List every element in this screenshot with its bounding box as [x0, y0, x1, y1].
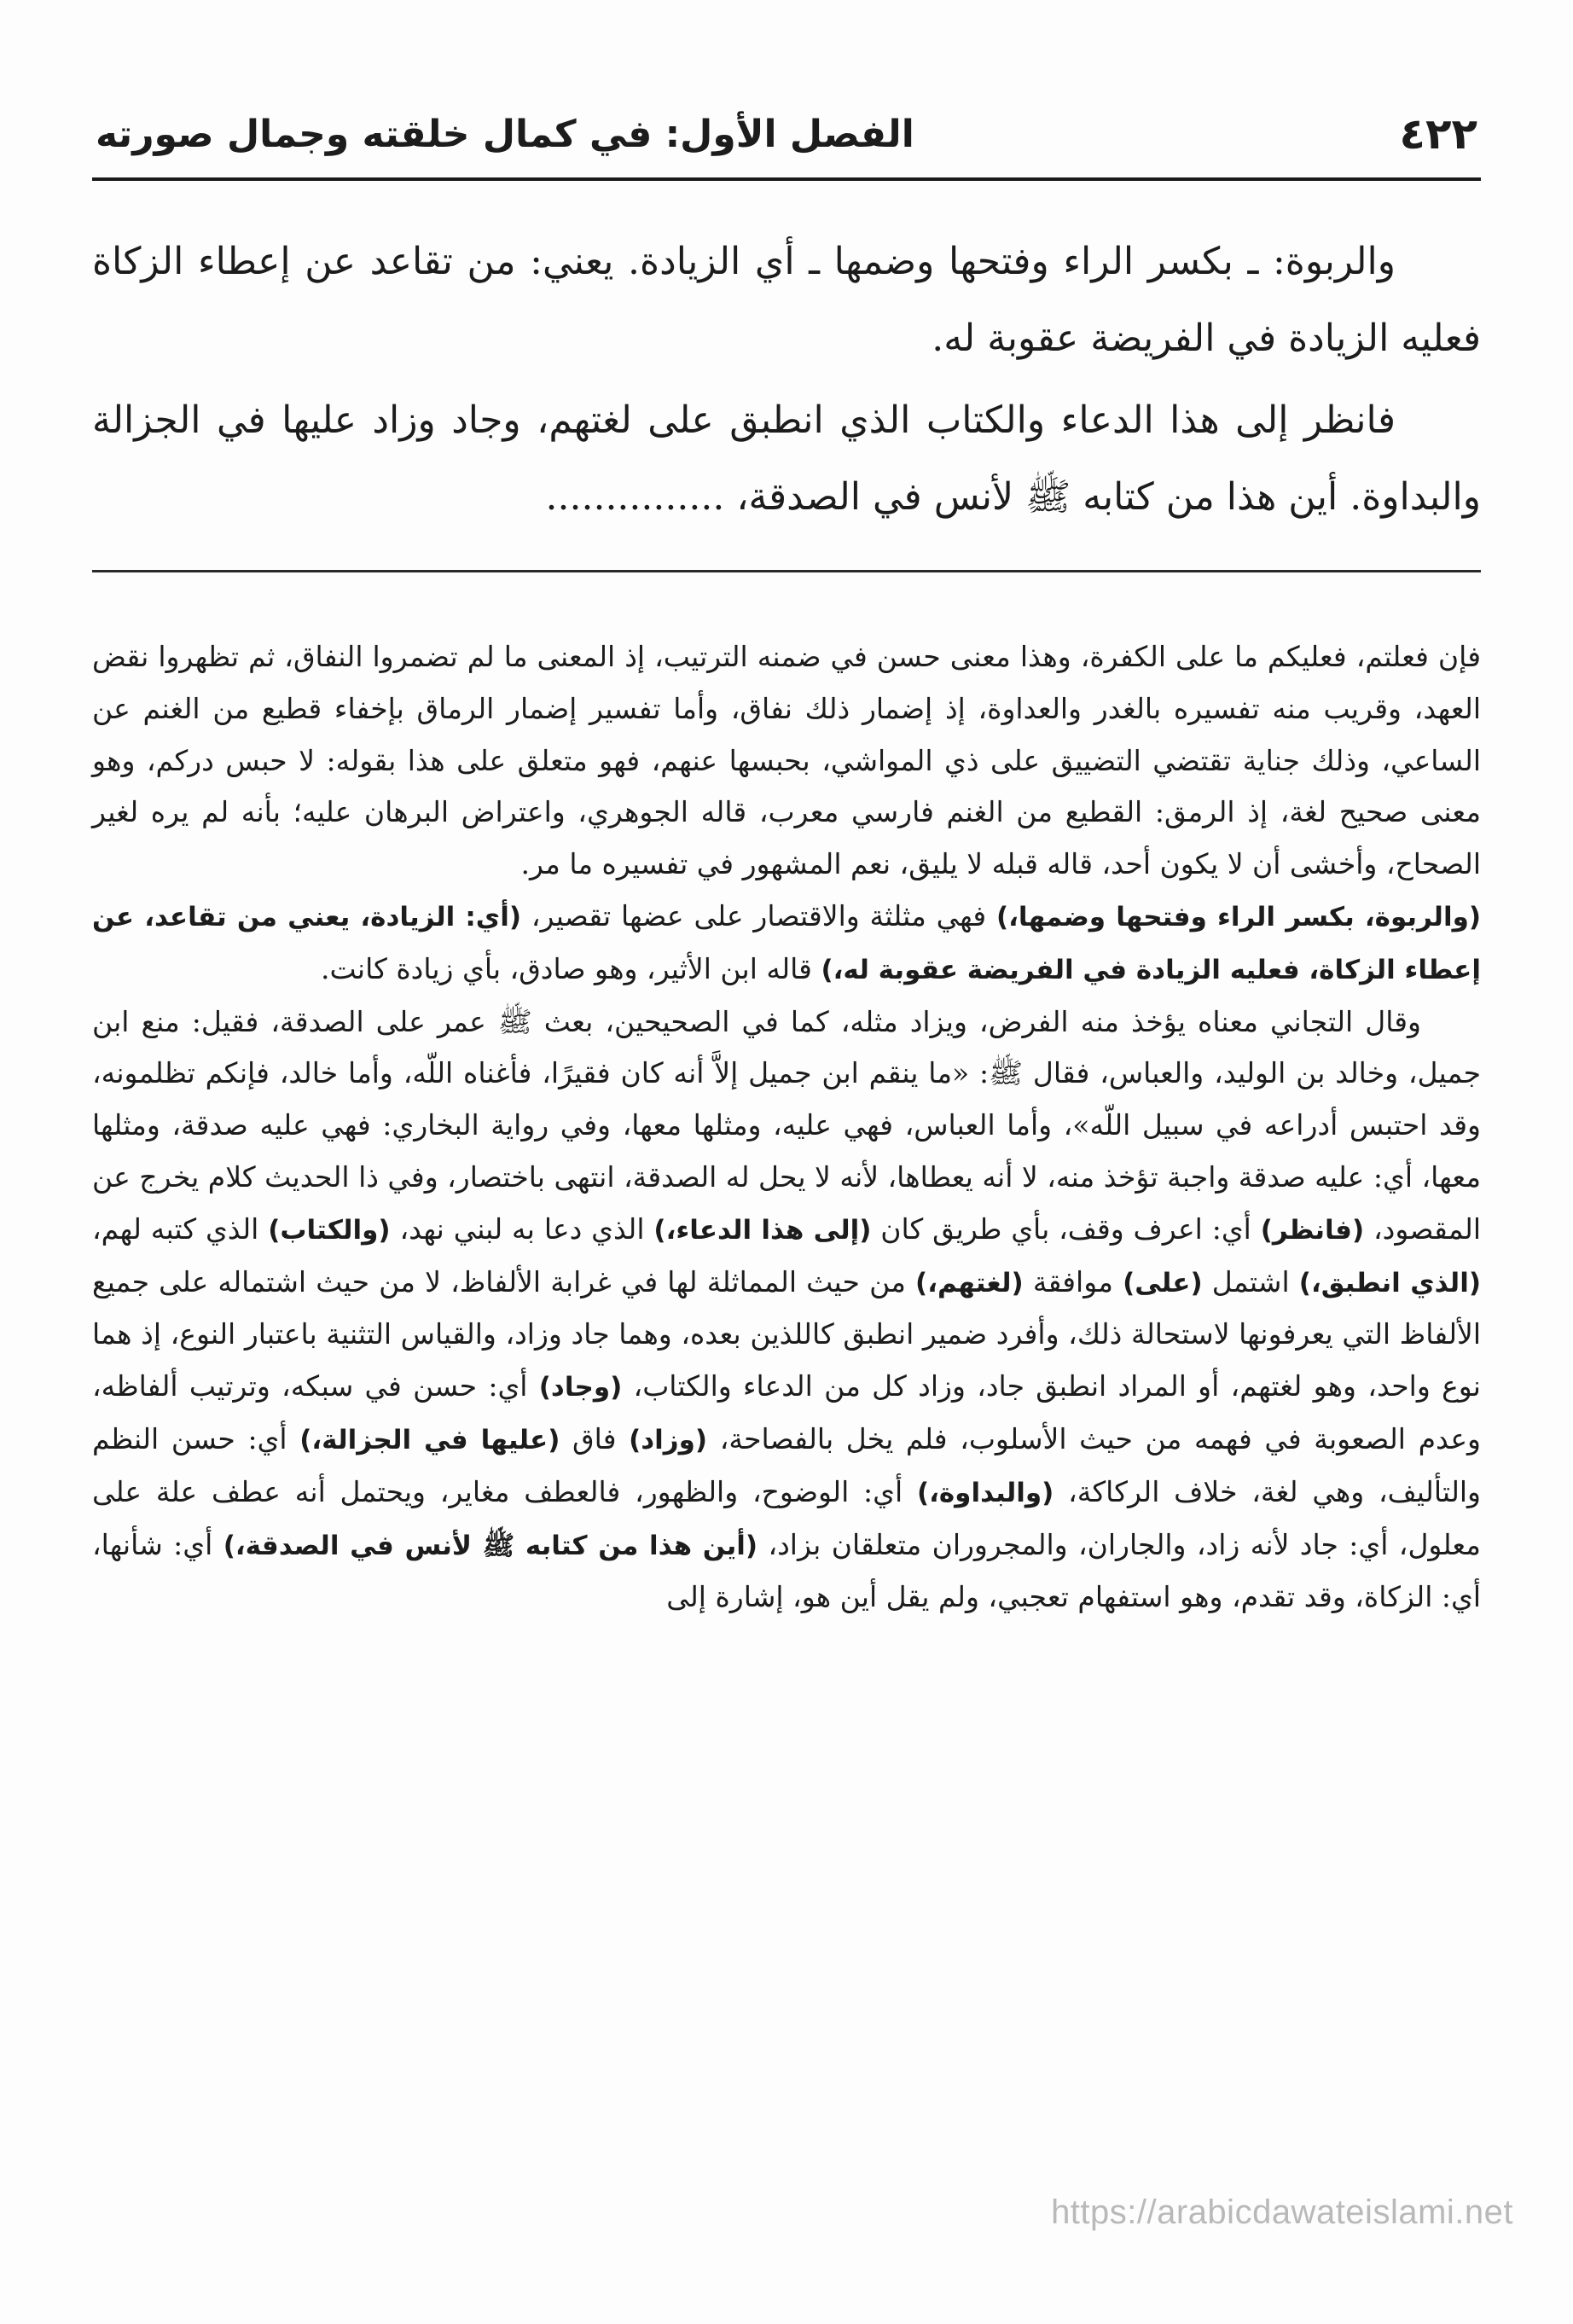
header-divider [92, 177, 1481, 181]
commentary-divider [92, 570, 1481, 572]
commentary-run: من حيث المماثلة لها في غرابة الألفاظ، لا من حيث اشتماله على جميع الألفاظ التي يعرفونها لاستحالة ذلك، وأفرد ضمير انطبق كاللذين بعده، وهما جاد وزاد، والقياس التثنية باعتبار النوع، إذ هما نوع واحد، وهو لغتهم، أو المراد انطبق جاد، وزاد كل من الدعاء والكتاب، [92, 1264, 1481, 1403]
source-watermark: https://arabicdawateislami.net [1051, 2193, 1513, 2231]
quoted-phrase: (فانظر) [1260, 1214, 1365, 1246]
commentary-paragraph-3 [92, 996, 1481, 1624]
quoted-phrase: (والكتاب) [268, 1214, 391, 1246]
commentary-run: موافقة [1023, 1264, 1123, 1299]
main-text-paragraph-1: والربوة: ـ بكسر الراء وفتحها وضمها ـ أي الزيادة. يعني: من تقاعد عن إعطاء الزكاة فعليه الزيادة في الفريضة عقوبة له. [92, 240, 1481, 360]
commentary-run: أي: الوضوح، والظهور، فالعطف مغاير، ويحتمل أنه عطف علة على معلول، أي: جاد لأنه زاد، والجاران، والمجروران متعلقان بزاد، [92, 1474, 1481, 1561]
commentary-paragraph-2 [92, 891, 1481, 996]
quoted-phrase: (أين هذا من كتابه ﷺ لأنس في الصدقة،) [223, 1530, 758, 1561]
page-header [96, 104, 1477, 164]
quoted-phrase: (وجاد) [538, 1372, 623, 1403]
quoted-phrase: (والبداوة،) [916, 1477, 1054, 1508]
quoted-phrase: (الذي انطبق،) [1298, 1267, 1481, 1299]
commentary-run: قاله ابن الأثير، وهو صادق، بأي زيادة كانت. [321, 951, 821, 985]
commentary-run: أي: حسن النظم والتأليف، وهي لغة، خلاف الركاكة، [92, 1421, 1481, 1508]
main-text-paragraph-2-text: فانظر إلى هذا الدعاء والكتاب الذي انطبق على لغتهم، وجاد وزاد عليها في الجزالة والبداوة. أين هذا من كتابه ﷺ لأنس في الصدقة، [92, 398, 1481, 519]
commentary-run: فاق [560, 1421, 630, 1455]
commentary-run: اشتمل [1202, 1264, 1299, 1299]
commentary-run: الذي كتبه لهم، [92, 1211, 269, 1246]
main-text-paragraph-2 [92, 382, 1481, 536]
quoted-phrase: (والربوة، بكسر الراء وفتحها وضمها،) [995, 901, 1482, 933]
commentary-run: فهي مثلثة والاقتصار على عضها تقصير، [521, 898, 996, 933]
chapter-title: الفصل الأول: في كمال خلقته وجمال صورته [96, 112, 914, 156]
quoted-phrase: (لغتهم،) [915, 1267, 1024, 1299]
ellipsis-dots: ............... [545, 475, 725, 519]
main-text [92, 224, 1481, 541]
commentary-run: أي: حسن في سبكه، وترتيب ألفاظه، وعدم الصعوبة في فهمه من حيث الأسلوب، فلم يخل بالفصاحة، [92, 1369, 1481, 1455]
commentary-run: وقال التجاني معناه يؤخذ منه الفرض، ويزاد مثله، كما في الصحيحين، بعث ﷺ عمر على الصدقة، فقيل: منع ابن جميل، وخالد بن الوليد، والعباس، فقال ﷺ: «ما ينقم ابن جميل إلاَّ أنه كان فقيرًا، فأغناه اللّه، وأما خالد، فإنكم تظلمونه، وقد احتبس أدراعه في سبيل اللّه»، وأما العباس، فهي عليه، ومثلها معها، وفي رواية البخاري: فهي عليه صدقة، ومثلها معها، أي: عليه صدقة واجبة تؤخذ منه، لا أنه يعطاها، لأنه لا يحل له الصدقة، انتهى باختصار، وفي ذا الحديث كلام يخرج عن المقصود، [92, 1004, 1482, 1246]
quoted-phrase: (إلى هذا الدعاء،) [653, 1214, 872, 1246]
commentary-text [92, 631, 1481, 1624]
quoted-phrase: (على) [1123, 1267, 1203, 1299]
quoted-phrase: (عليها في الجزالة،) [299, 1424, 560, 1455]
commentary-run: الذي دعا به لبني نهد، [390, 1211, 654, 1246]
quoted-phrase: (وزاد) [629, 1424, 708, 1455]
quoted-phrase: (أي: الزيادة، يعني من تقاعد، عن إعطاء الزكاة، فعليه الزيادة في الفريضة عقوبة له،) [92, 901, 1481, 985]
commentary-run: أي: شأنها، أي: الزكاة، وقد تقدم، وهو استفهام تعجبي، ولم يقل أين هو، إشارة إلى [92, 1527, 1481, 1614]
commentary-run: أي: اعرف وقف، بأي طريق كان [871, 1211, 1261, 1246]
page-number: ٤٢٢ [1399, 109, 1477, 159]
commentary-paragraph-1: فإن فعلتم، فعليكم ما على الكفرة، وهذا معنى حسن في ضمنه الترتيب، إذ المعنى ما لم تضمروا النفاق، ثم تظهروا نقض العهد، وقريب منه تفسيره بالغدر والعداوة، إذ إضمار ذلك نفاق، وأما تفسير إضمار الرماق بإخفاء قطيع من الغنم عن الساعي، وذلك جناية تقتضي التضييق على ذي المواشي، بحبسها عنهم، فهو متعلق على هذا بقوله: لا حبس دركم، وهو معنى صحيح لغة، إذ الرمق: القطيع من الغنم فارسي معرب، قاله الجوهري، واعتراض البرهان عليه؛ بأنه لم يره لغير الصحاح، وأخشى أن لا يكون أحد، قاله قبله لا يليق، نعم المشهور في تفسيره ما مر. [92, 640, 1481, 881]
